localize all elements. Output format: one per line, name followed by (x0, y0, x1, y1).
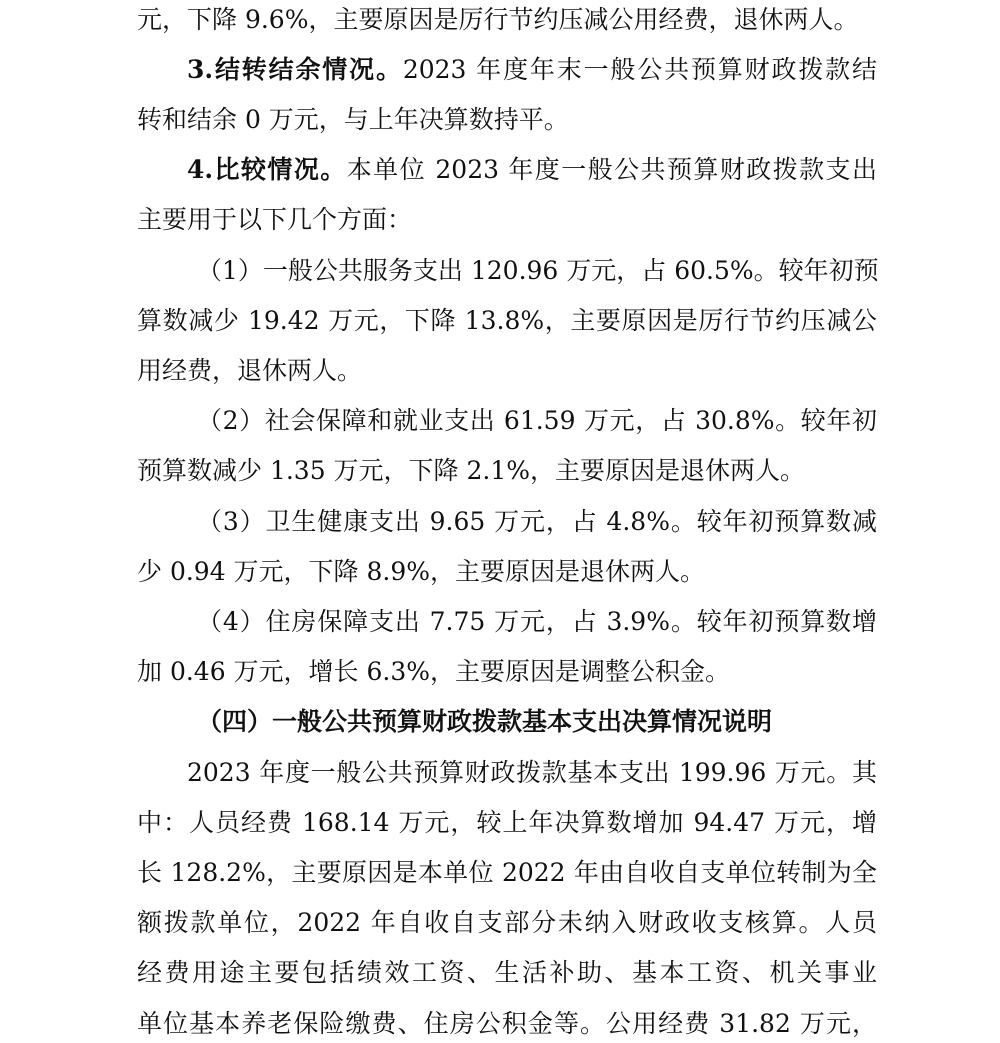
text-line: 预算数减少 1.35 万元，下降 2.1%，主要原因是退休两人。 (137, 456, 806, 485)
text-line (137, 705, 877, 739)
text-line: 算数减少 19.42 万元，下降 13.8%，主要原因是厉行节约压减公 (137, 306, 877, 335)
text-line: （1）一般公共服务支出 120.96 万元，占 60.5%。较年初预 (197, 256, 879, 285)
text-line: 2023 年度一般公共预算财政拨款基本支出 199.96 万元。其 (187, 758, 877, 787)
text-line: 3.结转结余情况。2023 年度年末一般公共预算财政拨款结 (187, 55, 877, 84)
text-line: 加 0.46 万元，增长 6.3%，主要原因是调整公积金。 (137, 657, 731, 686)
text-line: （4）住房保障支出 7.75 万元，占 3.9%。较年初预算数增 (197, 607, 877, 636)
text-line: 中：人员经费 168.14 万元，较上年决算数增加 94.47 万元，增 (137, 808, 877, 837)
text-line: 长 128.2%，主要原因是本单位 2022 年由自收自支单位转制为全 (137, 858, 877, 887)
text-line: 元，下降 9.6%，主要原因是厉行节约压减公用经费，退休两人。 (137, 5, 859, 34)
text-line: 少 0.94 万元，下降 8.9%，主要原因是退休两人。 (137, 557, 706, 586)
section-heading: （四）一般公共预算财政拨款基本支出决算情况说明 (197, 707, 773, 736)
text-line: 经费用途主要包括绩效工资、生活补助、基本工资、机关事业 (137, 958, 877, 987)
text-line: 主要用于以下几个方面： (137, 205, 413, 234)
text-line: 额拨款单位，2022 年自收自支部分未纳入财政收支核算。人员 (137, 908, 877, 937)
text-line: 转和结余 0 万元，与上年决算数持平。 (137, 105, 569, 134)
text-line: （2）社会保障和就业支出 61.59 万元，占 30.8%。较年初 (197, 406, 877, 435)
section-heading: 3.结转结余情况。 (187, 55, 403, 84)
text-line: 单位基本养老保险缴费、住房公积金等。公用经费 31.82 万元， (137, 1009, 877, 1038)
text-line: 用经费，退休两人。 (137, 356, 363, 385)
section-heading: 4.比较情况。 (187, 155, 347, 184)
text-line: （3）卫生健康支出 9.65 万元，占 4.8%。较年初预算数减 (197, 507, 877, 536)
text-line: 4.比较情况。本单位 2023 年度一般公共预算财政拨款支出 (187, 155, 877, 184)
